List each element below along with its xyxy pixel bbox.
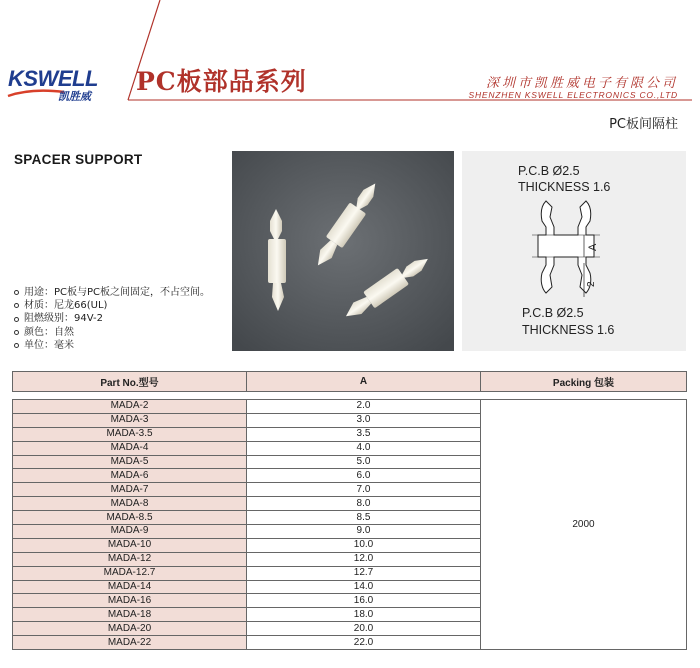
cell-part-no: MADA-3 <box>13 413 247 427</box>
spec-item: 材质：尼龙66(UL) <box>14 299 210 312</box>
cell-part-no: MADA-6 <box>13 469 247 483</box>
cell-a-value: 8.5 <box>247 511 481 525</box>
cell-part-no: MADA-3.5 <box>13 427 247 441</box>
cell-part-no: MADA-16 <box>13 594 247 608</box>
logo-swoosh-icon <box>6 86 66 100</box>
cell-a-value: 3.0 <box>247 413 481 427</box>
cell-part-no: MADA-12 <box>13 552 247 566</box>
cell-part-no: MADA-7 <box>13 483 247 497</box>
cell-a-value: 4.0 <box>247 441 481 455</box>
cell-a-value: 5.0 <box>247 455 481 469</box>
bullet-icon <box>14 317 19 322</box>
cell-part-no: MADA-22 <box>13 636 247 650</box>
company-name-cn: 深圳市凯胜威电子有限公司 <box>485 76 678 91</box>
spec-item: 单位：毫米 <box>14 339 210 352</box>
cell-part-no: MADA-20 <box>13 622 247 636</box>
bullet-icon <box>14 330 19 335</box>
cell-part-no: MADA-8.5 <box>13 511 247 525</box>
cell-part-no: MADA-5 <box>13 455 247 469</box>
cell-a-value: 12.7 <box>247 566 481 580</box>
cell-a-value: 7.0 <box>247 483 481 497</box>
cell-packing: 2000 <box>481 400 687 650</box>
cell-a-value: 2.0 <box>247 400 481 414</box>
cell-a-value: 22.0 <box>247 636 481 650</box>
drawing-label-top-thickness: THICKNESS 1.6 <box>518 180 611 194</box>
page-subtitle: PC板间隔柱 <box>609 117 678 132</box>
table-spacer-row <box>13 392 687 400</box>
cell-part-no: MADA-12.7 <box>13 566 247 580</box>
parts-table <box>12 371 687 650</box>
series-title: PC板部品系列 <box>136 67 307 96</box>
spec-list <box>14 286 210 352</box>
cell-a-value: 16.0 <box>247 594 481 608</box>
spec-item: 用途：PC板与PC板之间固定，不占空间。 <box>14 286 210 299</box>
product-title: SPACER SUPPORT <box>14 152 143 167</box>
company-logo <box>6 66 118 102</box>
cell-a-value: 3.5 <box>247 427 481 441</box>
cell-a-value: 10.0 <box>247 538 481 552</box>
drawing-label-bottom-thickness: THICKNESS 1.6 <box>522 323 615 337</box>
bullet-icon <box>14 290 19 295</box>
cell-part-no: MADA-8 <box>13 497 247 511</box>
table-header-row <box>13 372 687 392</box>
dim-a-label: A <box>587 243 599 251</box>
technical-drawing <box>462 151 686 351</box>
cell-a-value: 14.0 <box>247 580 481 594</box>
brand-name: KSWELL <box>8 66 98 91</box>
cell-part-no: MADA-9 <box>13 525 247 539</box>
bullet-icon <box>14 303 19 308</box>
spec-item: 阻燃级别：94V-2 <box>14 312 210 325</box>
cell-part-no: MADA-2 <box>13 400 247 414</box>
cell-part-no: MADA-4 <box>13 441 247 455</box>
drawing-label-top-pcb: P.C.B Ø2.5 <box>518 164 580 178</box>
cell-part-no: MADA-10 <box>13 538 247 552</box>
header-a: A <box>247 372 481 392</box>
cell-a-value: 9.0 <box>247 525 481 539</box>
parts-table-body <box>13 392 687 650</box>
cell-a-value: 12.0 <box>247 552 481 566</box>
brand-name-cn: 凯胜威 <box>58 90 91 103</box>
cell-part-no: MADA-18 <box>13 608 247 622</box>
dim-2-label: 2 <box>586 281 597 287</box>
bullet-icon <box>14 343 19 348</box>
cell-a-value: 20.0 <box>247 622 481 636</box>
spec-item: 颜色：自然 <box>14 326 210 339</box>
table-row <box>13 400 687 414</box>
spacer-dimension-diagram <box>462 151 686 351</box>
cell-a-value: 6.0 <box>247 469 481 483</box>
header-packing: Packing 包装 <box>481 372 687 392</box>
product-photo <box>232 151 454 351</box>
company-name-en: SHENZHEN KSWELL ELECTRONICS CO.,LTD <box>468 90 678 100</box>
spacer-photo-illustration <box>232 151 454 351</box>
cell-a-value: 18.0 <box>247 608 481 622</box>
cell-a-value: 8.0 <box>247 497 481 511</box>
cell-part-no: MADA-14 <box>13 580 247 594</box>
header-part-no: Part No.型号 <box>13 372 247 392</box>
drawing-label-bottom-pcb: P.C.B Ø2.5 <box>522 306 584 320</box>
